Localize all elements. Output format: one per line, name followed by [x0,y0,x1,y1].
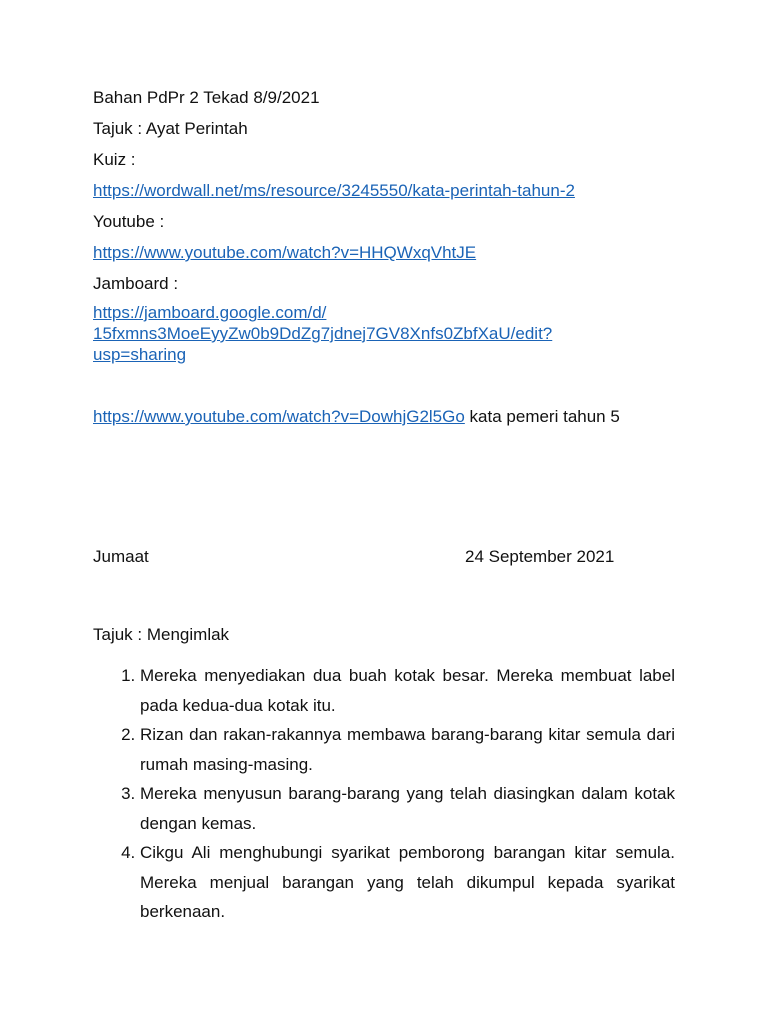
day-label: Jumaat [93,547,149,566]
date-label: 24 September 2021 [465,547,615,566]
jamboard-link-line-3[interactable]: usp=sharing [93,345,187,364]
youtube-link[interactable]: https://www.youtube.com/watch?v=HHQWxqVhtJE [93,243,477,262]
kata-pemeri-note: kata pemeri tahun 5 [464,407,620,426]
lesson-topic-heading: Tajuk : Mengimlak [93,625,230,644]
jamboard-label: Jamboard : [93,274,179,293]
list-item: 4. Cikgu Ali menghubungi syarikat pemborong barangan kitar semula. Mereka menjual barangan yang telah dikumpul kepada syarikat berkenaan. [140,838,675,927]
kuiz-link[interactable]: https://wordwall.net/ms/resource/3245550/kata-perintah-tahun-2 [93,181,575,200]
list-item: 2. Rizan dan rakan-rakannya membawa barang-barang kitar semula dari rumah masing-masing. [140,720,675,779]
topic-heading: Tajuk : Ayat Perintah [93,119,248,138]
jamboard-link-line-2[interactable]: 15fxmns3MoeEyyZw0b9DdZg7jdnej7GV8Xnfs0ZbfXaU/edit? [93,324,553,343]
list-item: 3. Mereka menyusun barang-barang yang telah diasingkan dalam kotak dengan kemas. [140,779,675,838]
list-item: 1. Mereka menyediakan dua buah kotak besar. Mereka membuat label pada kedua-dua kotak itu. [140,661,675,720]
extra-link-row [93,406,620,427]
jamboard-link[interactable] [93,302,552,365]
kuiz-label: Kuiz : [93,150,136,169]
jamboard-link-line-1[interactable]: https://jamboard.google.com/d/ [93,303,327,322]
youtube-label: Youtube : [93,212,165,231]
document-title: Bahan PdPr 2 Tekad 8/9/2021 [93,88,320,107]
dictation-sentence-list [93,661,675,927]
kata-pemeri-link[interactable]: https://www.youtube.com/watch?v=DowhjG2l5Go [93,407,465,426]
